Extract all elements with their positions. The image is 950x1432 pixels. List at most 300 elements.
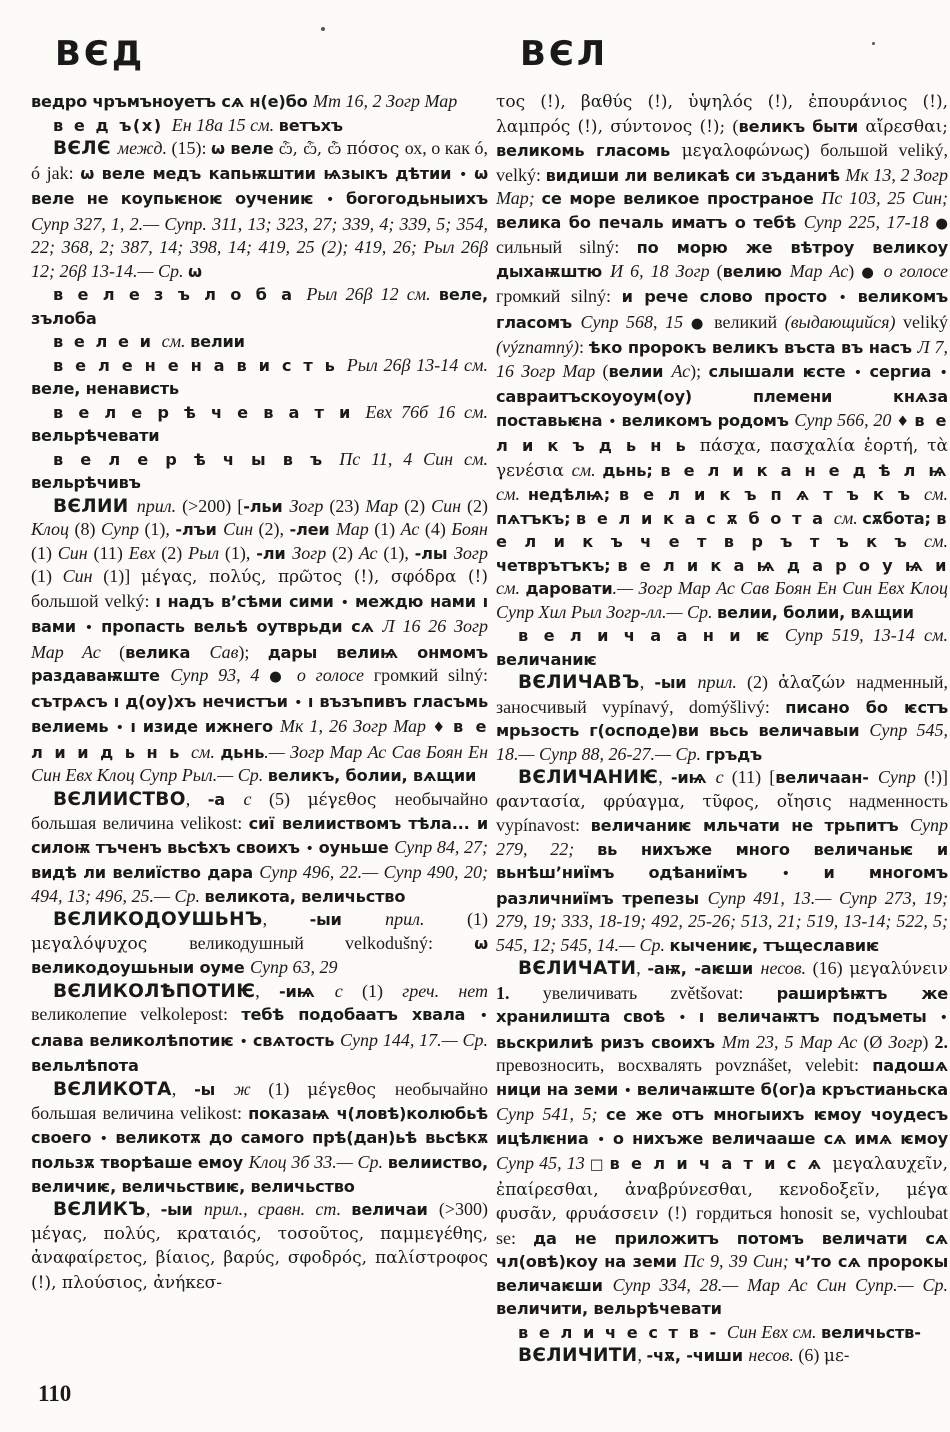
text-run-it: прил. — [697, 672, 748, 692]
text-run-cs: -иѩ — [278, 981, 335, 1001]
text-run-it: Син — [223, 519, 259, 539]
text-run-cs: велии, болии, вѧщии — [717, 602, 914, 622]
text-run-hw: ВЄЛИЧАВЪ — [518, 672, 640, 693]
text-run-it: см. — [924, 531, 948, 551]
text-run-cs: величаан- — [775, 768, 878, 787]
text-run-it: межд. — [117, 138, 172, 158]
text-run-sym: ● — [269, 669, 297, 685]
text-run-sym: • — [479, 1008, 488, 1024]
text-run-cs: ѡ веле — [211, 139, 280, 158]
text-run-sym: • — [608, 413, 622, 430]
text-run-ro: ) — [922, 1031, 935, 1052]
text-run-csp: в е л и ч а а н и ѥ — [518, 626, 785, 645]
text-run-ro: (1) — [31, 542, 58, 563]
text-run-gr: μεγαλαυχεῖν, ἐπαίρεσθαι, ἀναβρύνεσθαι, κενοδοξεῖν, μέγα φυσᾶν, φρυάσσειν (!) — [496, 1154, 948, 1224]
text-run-it: Син — [431, 495, 468, 516]
text-run-sym: ● — [690, 315, 715, 332]
text-run-it: Мт 16, 2 Зогр Мар — [313, 91, 458, 111]
text-run-it: см. — [924, 484, 948, 504]
text-run-ro: ) — [848, 260, 862, 281]
text-run-it: Супр 541, 5; — [496, 1104, 606, 1124]
text-run-it: см. — [161, 331, 191, 351]
text-run-csp: в е л е р ѣ ч ы в ъ — [53, 449, 340, 469]
text-run-ro: , — [171, 1078, 195, 1099]
text-run-cs: великота, величьство — [204, 886, 406, 906]
text-run-ro: (15): — [171, 138, 211, 158]
text-run-it: Супр 491, 13.— Супр 273, 19; 279, 19; 333, 18-19; 492, 25-26; 513, 21; 519, 13-14; 522, 5; 545, 12; 545, 14.— Ср. — [496, 887, 948, 955]
text-run-ro: ); — [238, 641, 268, 662]
text-run-sym: • — [84, 620, 102, 636]
text-run-cs: вь нихъже много величаньѥ и вьнѣш’ниїмъ одѣаниїмъ — [496, 839, 948, 882]
text-run-ro: (>300) — [438, 1199, 488, 1219]
entry-paragraph — [496, 671, 948, 766]
text-run-cs: писано бо ѥстъ мрьзость г(осподе)ви вьсь величавыи — [496, 697, 948, 740]
text-run-sym: • — [838, 290, 858, 306]
text-run-ro: , — [262, 909, 310, 929]
text-run-cs: свѧтость — [252, 1030, 341, 1050]
text-run-cs: дары велиѩ онмомъ раздаваѭште — [31, 642, 489, 685]
text-run-ro: великолепие velkolepost: — [31, 1004, 242, 1024]
text-run-it: .— Зогр Мар Ас Сав Боян Ен Син Евх Клоц Супр Рыл.— Ср. — [31, 741, 489, 785]
text-run-cs: да не приложитъ потомъ величати сѧ чл(овѣ)коу на земи — [496, 1228, 949, 1271]
text-run-ro: увеличивать zvětšovat: — [542, 982, 777, 1003]
text-run-ro: надменность vypínavost: — [496, 790, 948, 835]
text-run-cs: раширѣѭтъ же хранилишта своѣ — [496, 983, 948, 1026]
text-run-cs: сергиа — [869, 361, 940, 381]
text-run-csp: в е л и и д ь н ь — [31, 717, 489, 762]
text-run-it: Супр 545, 18.— Супр 88, 26-27.— Ср. — [496, 720, 948, 764]
text-run-cs: видиши ли великаѣ си зъданиѣ — [545, 165, 846, 185]
text-run-it: Боян — [451, 519, 488, 539]
text-run-cs: се море великое пространое — [541, 189, 822, 208]
text-run-ro: ( — [119, 641, 126, 662]
text-run-cs: -лы — [414, 543, 455, 563]
text-run-it: Зогр — [888, 1031, 923, 1052]
text-run-sym: • — [853, 364, 870, 381]
text-run-ro: (5) — [269, 788, 308, 809]
entry-paragraph — [31, 1198, 488, 1295]
text-run-csp: в е л е р ѣ ч е в а т и — [53, 402, 366, 422]
text-run-cs: вьскрилиѣ ризъ своихъ — [496, 1032, 722, 1052]
text-run-it: Супр 63, 29 — [250, 957, 338, 977]
text-run-it: Супр 93, 4 — [170, 665, 270, 685]
text-run-it: Супр 496, 22.— Супр 490, 20; 494, 13; 496, 25.— Ср. — [31, 862, 488, 906]
text-run-ro: : — [578, 337, 589, 357]
text-run-it: Евх — [128, 542, 162, 563]
text-run-csp: в е л е з ъ л о б а — [53, 285, 307, 304]
text-run-ro: великодушный velkodušný: — [189, 932, 475, 953]
text-run-gr: τος (!), βαθύς (!), ὑψηλός (!), ἐπουράνιος (!), λαμπρός (!), σύντονος (!); — [496, 92, 948, 137]
entry-paragraph — [31, 788, 488, 909]
text-run-cs: великъ быти — [738, 116, 866, 136]
text-run-cs: -аѭ, -аѥши — [647, 959, 761, 978]
text-run-ro: великий — [714, 311, 785, 332]
text-run-gr: αἴρεσθαι; — [865, 116, 949, 137]
text-run-hw: ВЄЛИЧИТИ — [518, 1345, 638, 1366]
text-run-cs: велии — [190, 332, 245, 351]
text-run-ro: сильный silný: — [496, 237, 637, 257]
text-run-cs: даровати — [525, 579, 613, 598]
text-run-ro: ( — [732, 115, 739, 136]
text-run-cs: ѣко пророкъ великъ въста въ насъ — [588, 338, 918, 357]
text-run-cs: сътрѧсъ ı д(оу)хъ нечистъи — [31, 691, 294, 711]
entry-paragraph — [31, 908, 488, 980]
entry-paragraph — [496, 1344, 948, 1369]
text-run-it: Син — [57, 542, 94, 563]
text-run-it: Ас — [358, 542, 384, 563]
text-run-it: Мар — [335, 519, 375, 539]
text-run-it: Л 7, 16 Зогр Мар — [496, 337, 948, 381]
text-run-sym: • — [99, 1130, 116, 1147]
text-run-it: с — [715, 767, 732, 787]
text-run-it: прил. — [136, 495, 183, 516]
text-run-cs: слышали ѥсте — [708, 361, 854, 381]
text-run-ro: , — [145, 1199, 161, 1219]
text-run-it: Супр 566, 20 — [794, 409, 897, 430]
text-run-cs: ведро чръмъноуетъ сѧ н(е)бо — [31, 92, 314, 111]
text-run-it: Супр 45, 13 — [496, 1153, 590, 1173]
right-column — [496, 34, 948, 1369]
text-run-ro: (1)] — [103, 566, 141, 586]
text-run-it: Супр 334, 28.— Мар Ас Син Супр.— Ср. — [612, 1274, 948, 1295]
text-run-csp: в е л и к ъ п ѧ т ъ к ъ — [618, 485, 924, 504]
entry-paragraph — [31, 90, 488, 114]
text-run-csp: в е л и к а ѩ д а р о у ѩ и — [617, 555, 948, 575]
entry-paragraph — [31, 283, 488, 330]
text-run-ro: , — [636, 958, 648, 978]
text-run-it: см. — [496, 484, 528, 504]
text-run-it: Л 16 26 Зогр Мар Ас — [31, 616, 489, 662]
text-run-ro: (11) [ — [731, 767, 776, 787]
text-run-sym: • — [623, 1082, 637, 1099]
text-run-cs: сѫбота; — [862, 508, 937, 528]
text-run-ro: превозносить, восхвалять povznášet, velebit: — [496, 1055, 873, 1075]
text-run-gr: μέγας, πολύς, πρῶτος (!), σφόδρα (!) — [140, 567, 488, 587]
text-run-ro: (2) — [747, 672, 779, 692]
text-run-cs: се же отъ многыихъ ѥмоу чоудесъ ицѣлѥниа — [496, 1105, 948, 1148]
text-run-ro: (2) — [161, 542, 189, 563]
text-run-cs: величити, вельрѣчевати — [496, 1299, 722, 1318]
text-run-it: Супр 568, 15 — [580, 311, 691, 332]
text-run-cs: -леи — [289, 520, 336, 539]
text-run-it: Супр — [877, 767, 925, 787]
text-run-hw: ВЄЛИКОДОУШЬНЪ — [53, 909, 263, 930]
text-run-gr: μέγεθος — [307, 789, 395, 810]
text-run-cs: падошѧ ници на земи — [496, 1056, 948, 1099]
text-run-cs: ч’то сѧ пророкы величаѥши — [496, 1252, 949, 1295]
text-run-it: см. — [190, 741, 221, 762]
text-run-cs: велика — [125, 642, 210, 662]
text-run-cs: велии — [608, 361, 672, 381]
text-run-it: Мар — [365, 495, 405, 516]
text-run-cs: видѣ ли велиїство дара — [31, 863, 260, 882]
text-run-it: Мар Ас — [789, 260, 849, 281]
text-run-csp: в е л е н е н а в и с т ь — [53, 355, 347, 375]
text-run-ro: ) большой veliký, velký: — [496, 140, 948, 185]
text-run-it: несов. — [760, 958, 813, 978]
text-run-cs: тебѣ подобаатъ хвала — [241, 1005, 480, 1024]
text-run-it: с — [243, 788, 270, 809]
text-run-cs: дьнь — [220, 742, 265, 762]
entry-paragraph — [496, 766, 948, 957]
text-run-ro: , — [637, 1345, 647, 1365]
entry-paragraph — [31, 1078, 488, 1199]
text-run-it: см. — [833, 507, 863, 528]
text-run-it: Мт 23, 5 Мар Ас — [721, 1031, 864, 1052]
text-run-ro: , — [185, 788, 208, 809]
text-run-it: см. — [496, 578, 526, 598]
text-run-ro: (1), — [144, 519, 176, 539]
text-run-ro: гордиться honosit se, vychloubat se: — [496, 1203, 948, 1248]
text-run-sym: • — [596, 1131, 613, 1148]
text-run-cs: великъ, болии, вѧщии — [267, 766, 477, 785]
text-run-it: Ас — [671, 360, 691, 381]
text-run-ro: (!)] — [924, 767, 948, 787]
text-run-cs: -иѩ — [670, 768, 716, 787]
text-run-ro: (2), — [258, 519, 290, 539]
text-run-it: см. — [571, 459, 603, 480]
text-run-ro: (6) — [798, 1345, 824, 1365]
text-run-it: Зогр — [454, 542, 488, 563]
text-run-cs: четврътъкъ; — [496, 555, 618, 575]
entry-paragraph — [31, 114, 488, 138]
text-run-it: Пс 9, 39 Син; — [683, 1251, 795, 1271]
text-run-ro: , — [658, 767, 671, 787]
text-run-ro: (1), — [383, 542, 415, 563]
text-run-csp: в е л и к ъ ч е т в р ъ т ъ к ъ — [496, 508, 949, 551]
text-run-cs: о нихъже величааше сѧ имѧ ѥмоу — [612, 1128, 948, 1148]
entry-paragraph — [496, 957, 948, 1321]
text-run-it: с — [334, 980, 362, 1001]
right-column-header: ВЄЛ — [520, 34, 609, 74]
text-run-hw: ВЄЛЄ — [53, 138, 118, 159]
text-run-csp: в е д ъ(х) — [53, 115, 172, 135]
text-run-it: несов. — [748, 1345, 799, 1365]
text-run-it: Супр 84, 27; — [394, 836, 488, 857]
text-run-ro: ); — [690, 360, 709, 381]
text-run-it: (významný) — [496, 337, 579, 357]
text-run-cs: величьств- — [821, 1322, 921, 1342]
text-run-it: Супр 144, 17.— Ср. — [340, 1029, 488, 1050]
entry-paragraph — [31, 330, 488, 354]
text-run-b: 1. — [496, 982, 543, 1003]
text-run-cs: великотѫ до самого прѣ(дан)ьѣ вьсѣкѫ пользѫ творѣаше емоу — [31, 1127, 488, 1172]
text-run-sym: • — [678, 1010, 699, 1026]
text-run-ro: ох, о как ó, ó jak: — [31, 138, 488, 183]
text-run-it: Пс 103, 25 Син; — [821, 188, 949, 208]
text-run-sym: ♦ — [896, 413, 915, 430]
text-run-cs: богогодьныихъ — [345, 189, 488, 208]
text-run-ro: (Ø — [863, 1031, 889, 1052]
text-run-cs: вельрѣчевати — [31, 426, 160, 445]
text-run-it: Мк 13, 2 Зогр Мар; — [496, 164, 948, 208]
text-run-hw: ВЄЛИИ — [53, 495, 137, 517]
text-run-it: (выдающийся) — [784, 311, 904, 332]
text-run-cs: сиї велииствомъ тѣла... и силоѭ тъченъ вьсѣхъ своихъ — [31, 814, 488, 857]
text-run-csp: в е л и к а н е д ѣ л ѩ — [660, 460, 948, 480]
text-run-sym: ● — [861, 264, 884, 281]
text-run-cs: -ли — [256, 543, 293, 563]
text-run-sym: • — [293, 694, 308, 711]
text-run-cs: и многомъ различниїмъ трепезы — [496, 863, 948, 908]
text-run-sym: • — [939, 1010, 949, 1026]
text-run-sym: • — [305, 840, 319, 857]
page-number: 110 — [38, 1381, 72, 1406]
text-run-cs: гръдъ — [705, 744, 762, 764]
text-run-gr: μεγαλύνειν — [849, 959, 948, 979]
text-run-cs: дьнь; — [602, 460, 661, 480]
text-run-csp: в е л и ч е с т в - — [518, 1322, 727, 1342]
text-run-gr: φαντασία, φρύαγμα, τῦφος, οἴησις — [496, 791, 850, 812]
text-run-cs: величаниѥ — [496, 649, 597, 669]
text-run-sym: ● — [935, 215, 948, 232]
text-run-cs: ı възъпивъ гласъмь велиемь — [31, 691, 488, 736]
text-run-ro: (1), — [224, 542, 257, 563]
text-run-csp: в е л и к ъ д ь н ь — [496, 410, 948, 455]
text-run-it: Син — [62, 566, 104, 586]
text-run-ro: (>200) [ — [182, 495, 244, 516]
text-run-cs: ветъхъ — [278, 115, 343, 135]
text-run-cs: веле, зълоба — [31, 285, 488, 328]
text-run-ro: (1) — [361, 980, 403, 1001]
text-run-hw: ВЄЛИКОЛѢПОТИѤ — [53, 980, 256, 1002]
text-run-ro: (8) — [74, 519, 101, 539]
text-run-cs: ı изиде ижнего — [130, 717, 280, 736]
scan-speck — [321, 27, 325, 31]
text-run-cs: оуньше — [318, 837, 395, 857]
text-run-cs: савраитъскоуоум(оу) племени кнѧза поставьѥна — [496, 387, 948, 430]
text-run-ro: , — [639, 672, 655, 692]
text-run-cs: кычениѥ, тъщеславиѥ — [669, 935, 880, 955]
text-run-gr: μέγας, πολύς, κραταιός, τοσοῦτος, παμμεγέθης, ἀναφαίρετος, βίαιος, βαρύς, σφοδρός, παλίστροφος (!), πλούσιος, ἀνήκεσ- — [31, 1223, 488, 1293]
entry-paragraph — [496, 90, 948, 624]
text-run-sym: ♦ — [432, 720, 454, 736]
text-run-hw: ВЄЛИИСТВО — [53, 788, 186, 810]
text-run-gr: ἀλαζών — [778, 673, 857, 693]
entry-paragraph — [31, 495, 488, 788]
text-run-hw: ВЄЛИЧАТИ — [518, 958, 637, 979]
text-run-it: Ен 18а 15 см. — [171, 114, 279, 135]
text-run-cs: ѡ веле медъ капьѭштии ѩзыкъ дѣтии — [80, 163, 459, 183]
text-run-it: Зогр — [289, 495, 330, 516]
text-run-cs: -ыи — [654, 673, 698, 692]
text-run-cs: ı величаѭтъ подъметы — [698, 1007, 940, 1026]
text-run-cs: велика бо печаль иматъ о тебѣ — [496, 212, 804, 232]
text-run-it: греч. нет — [402, 980, 488, 1001]
text-run-it: Евх 76б 16 см. — [365, 401, 489, 422]
text-run-hw: ВЄЛИКЪ — [53, 1199, 146, 1220]
text-run-cs: велииство, величиѥ, величьствиѥ, величьство — [31, 1153, 488, 1196]
text-run-sym: • — [325, 192, 346, 208]
text-run-cs: по морю же вѣтроу великоу дыхаѭштю — [496, 238, 948, 281]
text-run-sym: • — [340, 594, 356, 611]
left-column-body — [31, 90, 488, 1295]
text-run-cs: ѡ великодоушьныи оуме — [31, 933, 488, 977]
text-run-it: Рыл 26β 13-14 см. — [346, 354, 488, 375]
text-run-cs: велию — [722, 261, 790, 281]
entry-paragraph — [31, 980, 488, 1078]
text-run-cs: веле, ненависть — [31, 379, 179, 398]
text-run-gr: μεγαλόψυχος — [31, 933, 190, 954]
text-run-ro: громкий silný: — [496, 286, 622, 306]
text-run-sym: • — [939, 364, 948, 381]
text-run-cs: -ыи — [160, 1200, 204, 1219]
text-run-it: прил. — [385, 909, 467, 929]
text-run-cs: междю нами ı вами — [31, 591, 488, 636]
text-run-csp: в е л е и — [53, 332, 162, 351]
text-run-sym: • — [115, 720, 131, 736]
text-run-it: Супр 519, 13-14 см. — [784, 625, 948, 645]
text-run-ro: (1) — [268, 1078, 308, 1099]
text-run-cs: -ыи — [309, 910, 386, 929]
text-run-ro: (16) — [812, 958, 850, 978]
text-run-cs: -а — [207, 789, 244, 809]
text-run-ro: необычайно большая величина velikost: — [31, 788, 489, 833]
left-column-header: ВЄД — [55, 34, 146, 74]
text-run-it: прил., сравн. ст. — [203, 1199, 352, 1219]
text-run-cs: ѡ веле не коупьѥноѥ оучениѥ — [31, 163, 488, 208]
text-run-ro: надменный, заносчивый vypínavý, domýšlivý: — [496, 672, 948, 717]
entry-paragraph — [31, 401, 488, 448]
text-run-it: Супр — [100, 519, 145, 539]
text-run-cs: пѧтъкъ; — [496, 508, 576, 528]
text-run-it: Супр 327, 1, 2.— Супр. 311, 13; 323, 27; 339, 4; 339, 5; 354, 22; 368, 2; 387, 14; 398, 14; 419, 25 (2); 419, 26; Рыл 26β 12; 26β 13-14.— Ср. — [31, 213, 488, 281]
entry-paragraph — [31, 448, 488, 495]
text-run-ro: (1) — [466, 909, 488, 929]
text-run-csp: в е л и ч а т и с ѧ — [609, 1154, 833, 1173]
text-run-it: о голосе — [296, 665, 374, 685]
text-run-ro: , — [255, 980, 279, 1001]
text-run-sym: • — [239, 1033, 253, 1050]
text-run-cs: и рече слово просто — [621, 287, 839, 306]
text-run-gr: μεγαλοφώνως — [681, 141, 804, 161]
left-column — [31, 34, 488, 1295]
text-run-cs: -чѫ, -чиши — [646, 1346, 749, 1365]
text-run-b: 2. — [934, 1031, 948, 1052]
text-run-csp: в е л и к а с ѫ б о т а — [575, 508, 834, 528]
text-run-ro: большой velký: — [31, 590, 156, 611]
entry-paragraph — [31, 137, 488, 283]
text-run-it: .— Зогр Мар Ас Сав Боян Ен Син Евх Клоц Супр Хил Рыл Зогр-лл.— Ср. — [496, 578, 948, 622]
text-run-ro: (2) — [467, 495, 489, 516]
text-run-ro: (23) — [329, 495, 366, 516]
text-run-ro: (2) — [404, 495, 432, 516]
text-run-sym: □ — [589, 1157, 610, 1173]
text-run-ro: громкий silný: — [373, 665, 488, 685]
text-run-it: Супр 225, 17-18 — [803, 211, 936, 232]
text-run-cs: вельлѣпота — [31, 1056, 139, 1075]
text-run-it: Рыл 26β 12 см. — [306, 284, 439, 304]
text-run-hw: ВЄЛИКОТА — [53, 1078, 172, 1100]
text-run-cs: -ы — [194, 1079, 234, 1099]
text-run-ro: (2) — [332, 542, 359, 563]
text-run-cs: величаѭште б(ог)а кръстианьска — [636, 1079, 948, 1099]
text-run-cs: великомъ гласомъ — [496, 287, 948, 332]
text-run-gr: ѽ, ѽ, ѽ πόσος — [279, 139, 405, 159]
text-run-gr: με- — [823, 1346, 850, 1366]
text-run-it: Зогр — [292, 542, 333, 563]
text-run-it: Сав — [209, 641, 239, 662]
text-run-it: Син Евх см. — [726, 1321, 822, 1342]
text-run-ro: ( — [716, 260, 723, 281]
text-run-cs: величаи — [351, 1200, 439, 1219]
text-run-ro: (1) — [374, 519, 401, 539]
text-run-sym: • — [781, 866, 824, 882]
text-run-ro: (4) — [424, 519, 452, 539]
text-run-sym: • — [458, 166, 475, 183]
text-run-cs: -льи — [243, 496, 290, 516]
text-run-ro: необычайно большая величина velikost: — [31, 1078, 488, 1123]
